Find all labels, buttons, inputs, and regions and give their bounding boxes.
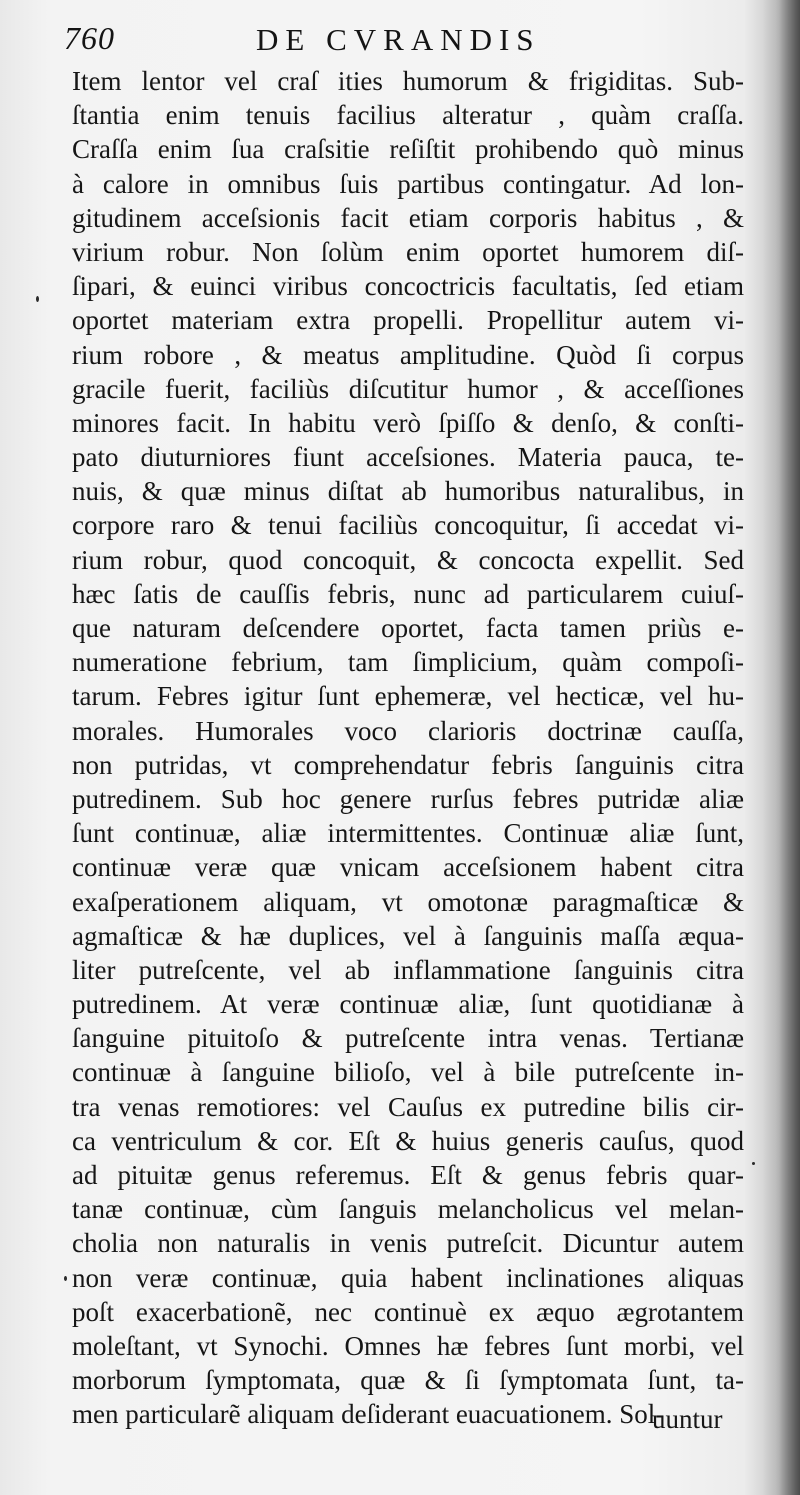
text-line: que naturam deſcendere oportet, facta tamen priùs e- — [72, 613, 744, 643]
text-line: Item lentor vel craſ ities humorum & frigiditas. Sub- — [72, 66, 744, 96]
text-line: morborum ſymptomata, quæ & ſi ſymptomata ſunt, ta- — [72, 1365, 744, 1396]
text-line: moleſtant, vt Synochi. Omnes hæ febres ſunt morbi, vel — [72, 1330, 744, 1361]
text-line: rium robur, quod concoquit, & concocta expellit. Sed — [72, 544, 744, 575]
text-line: non veræ continuæ, quia habent inclinationes aliquas — [72, 1262, 744, 1293]
text-line: continuæ à ſanguine bilioſo, vel à bile putreſcente in- — [72, 1057, 744, 1088]
text-line: gitudinem acceſsionis facit etiam corporis habitus , & — [72, 202, 744, 233]
text-line: hæc ſatis de cauſſis febris, nunc ad particularem cuiuſ- — [72, 578, 744, 609]
text-line: ſipari, & euinci viribus concoctricis facultatis, ſed etiam — [72, 271, 744, 302]
text-line: putredinem. Sub hoc genere rurſus febres putridæ aliæ — [72, 783, 744, 814]
text-line: ſunt continuæ, aliæ intermittentes. Continuæ aliæ ſunt, — [72, 818, 744, 849]
text-line: numeratione febrium, tam ſimplicium, quàm compoſi- — [72, 647, 744, 678]
text-line: putredinem. At veræ continuæ aliæ, ſunt quotidianæ à — [72, 989, 744, 1020]
text-line: tra venas remotiores: vel Cauſus ex putredine bilis cir- — [72, 1091, 744, 1122]
text-line: rium robore , & meatus amplitudine. Quòd ſi corpus — [72, 339, 744, 370]
ink-speck — [36, 296, 39, 302]
text-line: gracile fuerit, faciliùs diſcutitur humor , & acceſſiones — [72, 373, 744, 404]
text-line: exaſperationem aliquam, vt omotonæ paragmaſticæ & — [72, 886, 744, 917]
text-line: minores facit. In habitu verò ſpiſſo & denſo, & conſti- — [72, 407, 744, 438]
text-line: pato diuturniores fiunt acceſsiones. Materia pauca, te- — [72, 442, 744, 473]
text-line: ad pituitæ genus referemus. Eſt & genus febris quar- — [72, 1160, 744, 1190]
text-line: men particularẽ aliquam deſiderant euacuationem. Sol- — [72, 1399, 665, 1430]
text-line: non putridas, vt comprehendatur febris ſanguinis citra — [72, 749, 744, 780]
body-text — [72, 64, 744, 1432]
ink-speck — [64, 1276, 67, 1281]
text-line: agmaſticæ & hæ duplices, vel à ſanguinis maſſa æqua- — [72, 920, 744, 951]
text-line: cholia non naturalis in venis putreſcit. Dicuntur autem — [72, 1228, 744, 1259]
text-line: morales. Humorales voco clarioris doctrinæ cauſſa, — [72, 715, 744, 746]
text-line: nuis, & quæ minus diſtat ab humoribus naturalibus, in — [72, 476, 744, 507]
page-number: 760 — [64, 20, 115, 56]
text-line: corpore raro & tenui faciliùs concoquitur, ſi accedat vi- — [72, 510, 744, 541]
page-header — [60, 20, 760, 62]
text-line: liter putreſcente, vel ab inflammatione ſanguinis citra — [72, 954, 744, 985]
text-line: tanæ continuæ, cùm ſanguis melancholicus vel melan- — [72, 1194, 744, 1225]
text-line: Craſſa enim ſua craſsitie reſiſtit prohibendo quò minus — [72, 134, 744, 165]
running-head: DE CVRANDIS — [256, 22, 541, 57]
catchword: uuntur — [652, 1404, 723, 1434]
text-line: virium robur. Non ſolùm enim oportet humorem diſ- — [72, 236, 744, 267]
text-line: ca ventriculum & cor. Eſt & huius generis cauſus, quod — [72, 1125, 744, 1156]
text-line: continuæ veræ quæ vnicam acceſsionem habent citra — [72, 852, 744, 883]
text-line: oportet materiam extra propelli. Propellitur autem vi- — [72, 305, 744, 336]
text-line: poſt exacerbationẽ, nec continuè ex æquo ægrotantem — [72, 1296, 744, 1327]
page-gutter-shadow — [762, 0, 800, 1495]
ink-speck — [752, 1162, 755, 1165]
text-line: ſtantia enim tenuis facilius alteratur , quàm craſſa. — [72, 100, 744, 131]
text-line: tarum. Febres igitur ſunt ephemeræ, vel hecticæ, vel hu- — [72, 681, 744, 712]
text-line: à calore in omnibus ſuis partibus contingatur. Ad lon- — [72, 168, 744, 199]
text-line: ſanguine pituitoſo & putreſcente intra venas. Tertianæ — [72, 1023, 744, 1054]
